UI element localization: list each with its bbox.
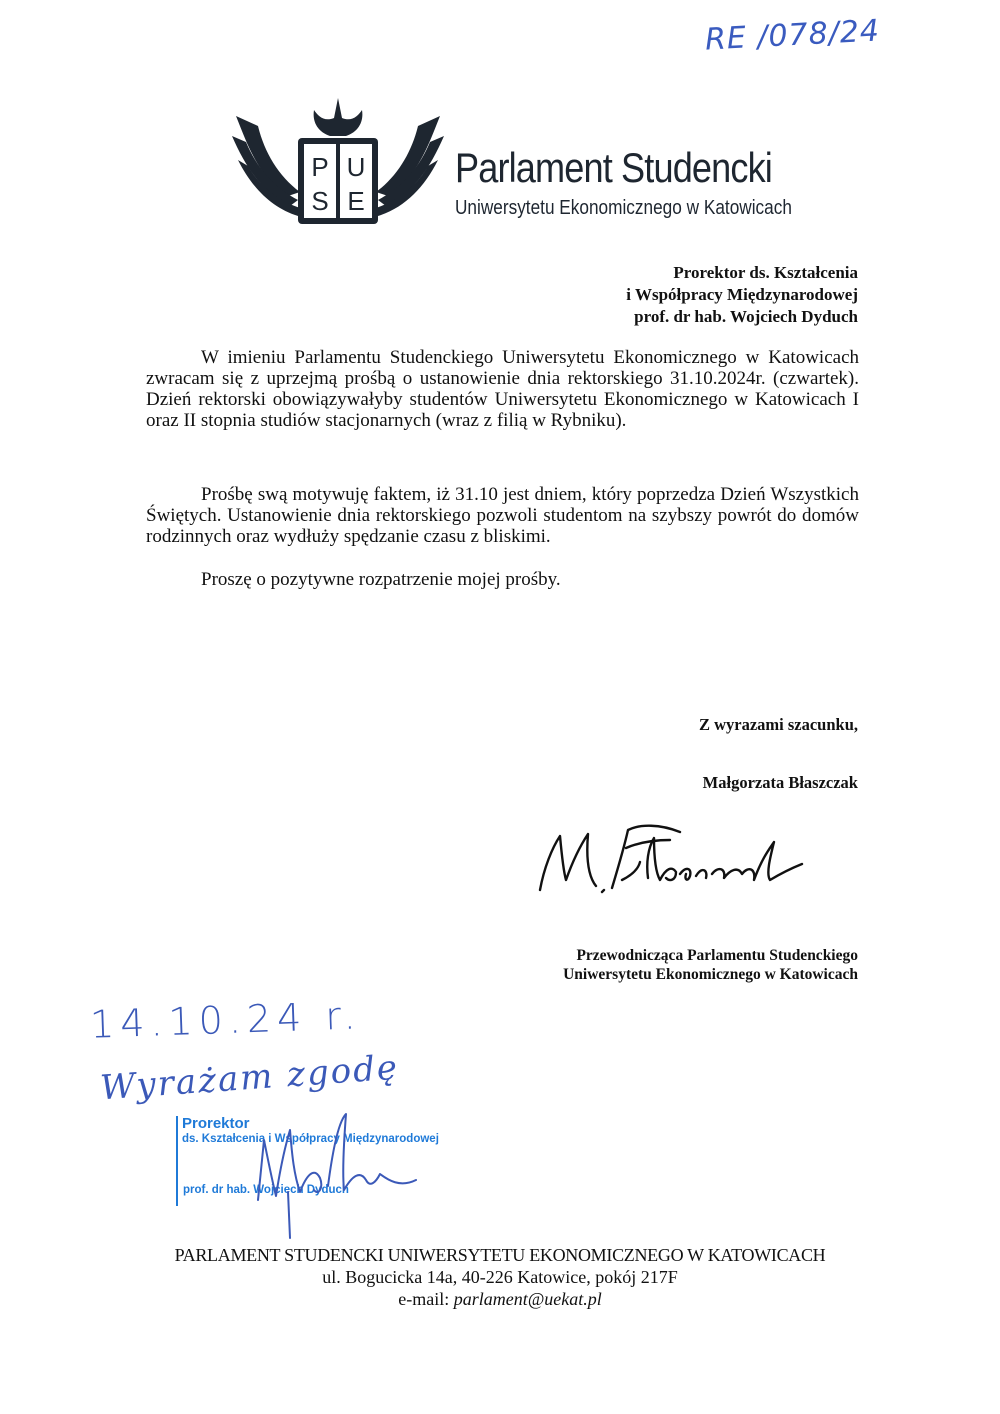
recipient-line: prof. dr hab. Wojciech Dyduch: [634, 307, 858, 326]
stamp-name: prof. dr hab. Wojciech Dyduch: [183, 1184, 349, 1196]
logo-letter-s: S: [311, 186, 329, 216]
handwritten-date: 14.10.24 r.: [89, 993, 363, 1047]
logo-letter-p: P: [311, 152, 329, 182]
closing-salutation: Z wyrazami szacunku,: [698, 715, 858, 734]
recipient-line: Prorektor ds. Kształcenia: [673, 263, 858, 282]
footer-address: ul. Bogucicka 14a, 40-226 Katowice, pokój 217F: [322, 1267, 678, 1287]
logo-letter-e: E: [347, 186, 365, 216]
body-paragraph: Prośbę swą motywuję faktem, iż 31.10 jest dniem, który poprzedza Dzień Wszystkich Świętych. Ustanowienie dnia rektorskiego pozwoli studentom na szybszy powrót do domów rodzinnych oraz wydłuży spędzanie czasu z bliskimi.: [146, 484, 859, 547]
body-paragraph: W imieniu Parlamentu Studenckiego Uniwersytetu Ekonomicznego w Katowicach zwracam się z uprzejmą prośbą o ustanowienie dnia rektorskiego 31.10.2024r. (czwartek). Dzień rektorski obowiązywałyby studentów Uniwersytetu Ekonomicznego w Katowicach I oraz II stopnia studiów stacjonarnych (wraz z filią w Rybniku).: [146, 347, 859, 431]
footer: [0, 1244, 1000, 1310]
recipient-line: i Współpracy Międzynarodowej: [626, 285, 858, 304]
body-paragraph: Proszę o pozytywne rozpatrzenie mojej prośby.: [201, 569, 561, 590]
handwritten-signature: [530, 818, 830, 903]
footer-email-line: [0, 1288, 1000, 1310]
signer-role: [563, 946, 858, 984]
footer-organization: PARLAMENT STUDENCKI UNIWERSYTETU EKONOMICZNEGO W KATOWICACH: [174, 1245, 826, 1265]
signer-role-line: Przewodnicząca Parlamentu Studenckiego: [576, 947, 858, 964]
stamp-department: ds. Kształcenia i Współpracy Międzynarodowej: [182, 1133, 439, 1145]
signer-name: Małgorzata Błaszczak: [702, 773, 858, 792]
reference-number: RE /078/24: [704, 13, 881, 58]
signer-role-line: Uniwersytetu Ekonomicznego w Katowicach: [563, 966, 858, 983]
footer-email-link[interactable]: parlament@uekat.pl: [453, 1289, 602, 1309]
organization-title: Parlament Studencki: [455, 144, 772, 191]
organization-subtitle: Uniwersytetu Ekonomicznego w Katowicach: [455, 196, 792, 219]
logo-letter-u: U: [346, 152, 366, 182]
logo-emblem-icon: [228, 96, 448, 232]
footer-email-label: e-mail:: [398, 1289, 454, 1309]
recipient-block: [626, 262, 858, 328]
stamp-title: Prorektor: [182, 1115, 250, 1132]
handwritten-consent: Wyrażam zgodę: [98, 1047, 401, 1109]
approval-signature: [240, 1100, 440, 1240]
